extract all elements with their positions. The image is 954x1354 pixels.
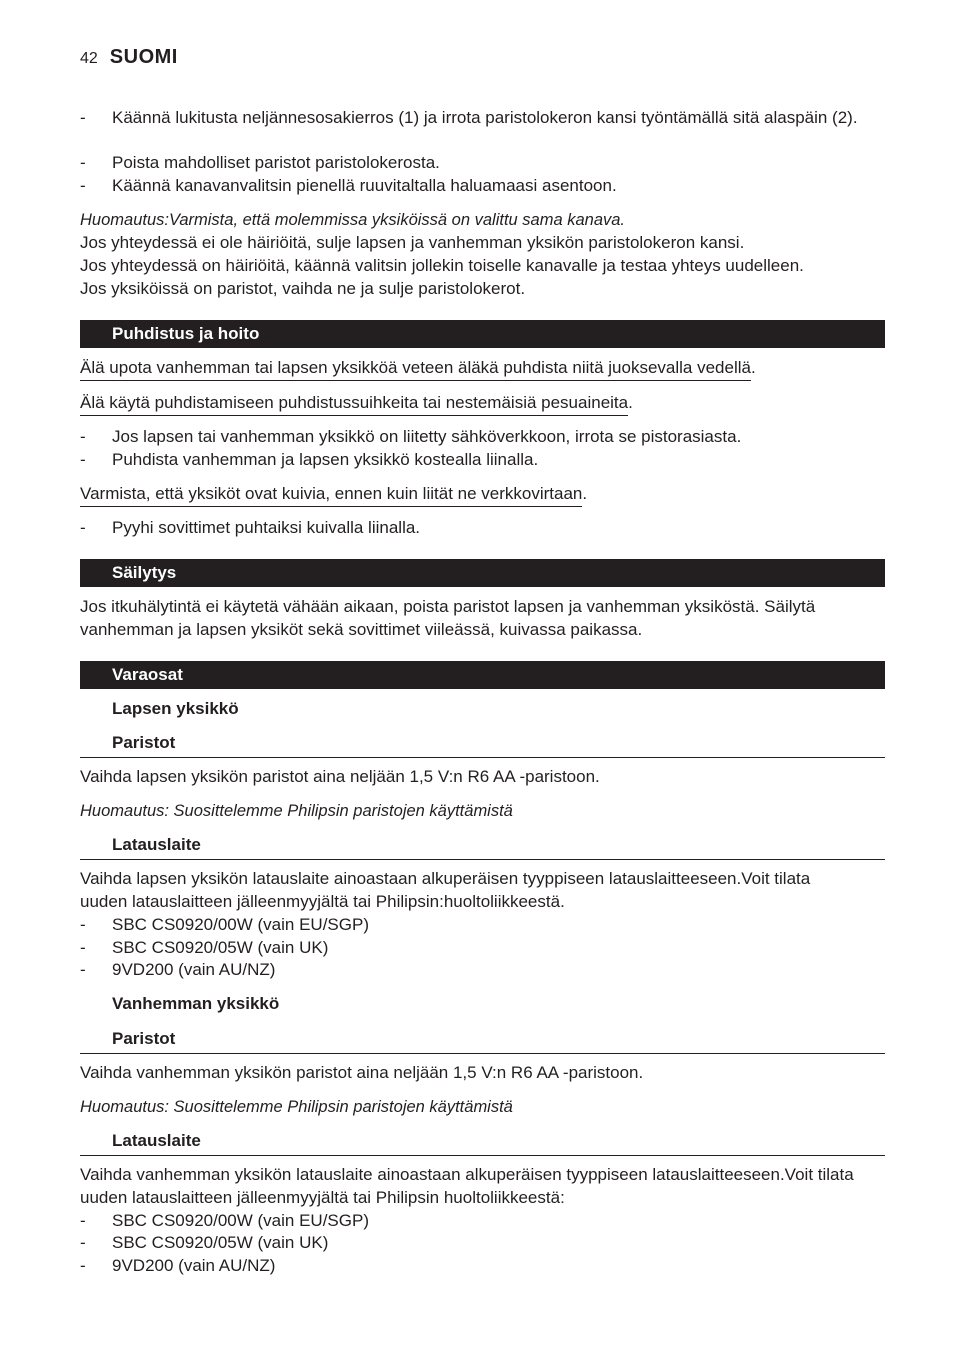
section-title-storage: Säilytys [80,559,885,587]
subheading-charger: Latauslaite [112,1131,201,1150]
text-line: Jos yksiköissä on paristot, vaihda ne ja sulje paristolokerot. [80,279,526,298]
subheading-batteries: Paristot [112,1029,176,1048]
list-item: - SBC CS0920/00W (vain EU/SGP) [80,915,369,934]
text-line: Vaihda lapsen yksikön latauslaite ainoastaan alkuperäisen tyyppiseen latauslaitteeseen.Voit tilata [80,869,811,888]
list-item: - 9VD200 (vain AU/NZ) [80,1256,276,1275]
subheading-parent-unit: Vanhemman yksikkö [112,994,280,1013]
list-item: - SBC CS0920/00W (vain EU/SGP) [80,1211,369,1230]
channel-note: Huomautus:Varmista, että molemmissa yksiköissä on valittu sama kanava. [80,211,626,229]
divider [80,1053,885,1054]
subheading-baby-unit: Lapsen yksikkö [112,699,239,718]
warning-text: Älä käytä puhdistamiseen puhdistussuihkeita tai nestemäisiä pesuaineita. [80,392,633,414]
page-header [80,46,178,74]
language-title: SUOMI [109,46,178,68]
divider [80,1155,885,1156]
list-item: - Käännä lukitusta neljännesosakierros (1) ja irrota paristolokeron kansi työntämällä sitä alaspäin (2). [80,108,858,127]
list-item: - 9VD200 (vain AU/NZ) [80,960,276,979]
text-line: Vaihda lapsen yksikön paristot aina neljään 1,5 V:n R6 AA -paristoon. [80,767,600,786]
battery-note: Huomautus: Suosittelemme Philipsin paristojen käyttämistä [80,802,513,820]
list-item: - SBC CS0920/05W (vain UK) [80,1233,329,1252]
list-item: - Käännä kanavanvalitsin pienellä ruuvitaltalla haluamaasi asentoon. [80,176,617,195]
text-line: Vaihda vanhemman yksikön latauslaite ainoastaan alkuperäisen tyyppiseen latauslaitteeseen.Voit tilata [80,1165,854,1184]
text-line: uuden latauslaitteen jälleenmyyjältä tai Philipsin huoltoliikkeestä: [80,1188,565,1207]
battery-note: Huomautus: Suosittelemme Philipsin paristojen käyttämistä [80,1098,513,1116]
text-line: uuden latauslaitteen jälleenmyyjältä tai Philipsin:huoltoliikkeestä. [80,892,565,911]
text-line: Vaihda vanhemman yksikön paristot aina neljään 1,5 V:n R6 AA -paristoon. [80,1063,644,1082]
section-title-cleaning: Puhdistus ja hoito [80,320,885,348]
list-item: - Poista mahdolliset paristot paristolokerosta. [80,153,440,172]
warning-text: Älä upota vanhemman tai lapsen yksikköä veteen äläkä puhdista niitä juoksevalla vedellä. [80,357,756,379]
list-item: - Puhdista vanhemman ja lapsen yksikkö kostealla liinalla. [80,450,539,469]
subheading-batteries: Paristot [112,733,176,752]
list-item: - Pyyhi sovittimet puhtaiksi kuivalla liinalla. [80,518,421,537]
subheading-charger: Latauslaite [112,835,201,854]
list-item: - Jos lapsen tai vanhemman yksikkö on liitetty sähköverkkoon, irrota se pistorasiasta. [80,427,742,446]
text-line: Jos yhteydessä ei ole häiriöitä, sulje lapsen ja vanhemman yksikön paristolokeron kansi. [80,233,745,252]
divider [80,859,885,860]
storage-text: Jos itkuhälytintä ei käytetä vähään aikaan, poista paristot lapsen ja vanhemman yksiköstä. Säilytä vanhemman ja lapsen yksiköt sekä sovittimet viileässä, kuivassa paikassa. [80,597,816,639]
text-line: Jos yhteydessä on häiriöitä, käännä valitsin jollekin toiselle kanavalle ja testaa yhteys uudelleen. [80,256,804,275]
section-title-parts: Varaosat [80,661,885,689]
list-item: - SBC CS0920/05W (vain UK) [80,938,329,957]
page-number: 42 [80,50,98,67]
warning-text: Varmista, että yksiköt ovat kuivia, ennen kuin liität ne verkkovirtaan. [80,483,587,505]
divider [80,757,885,758]
